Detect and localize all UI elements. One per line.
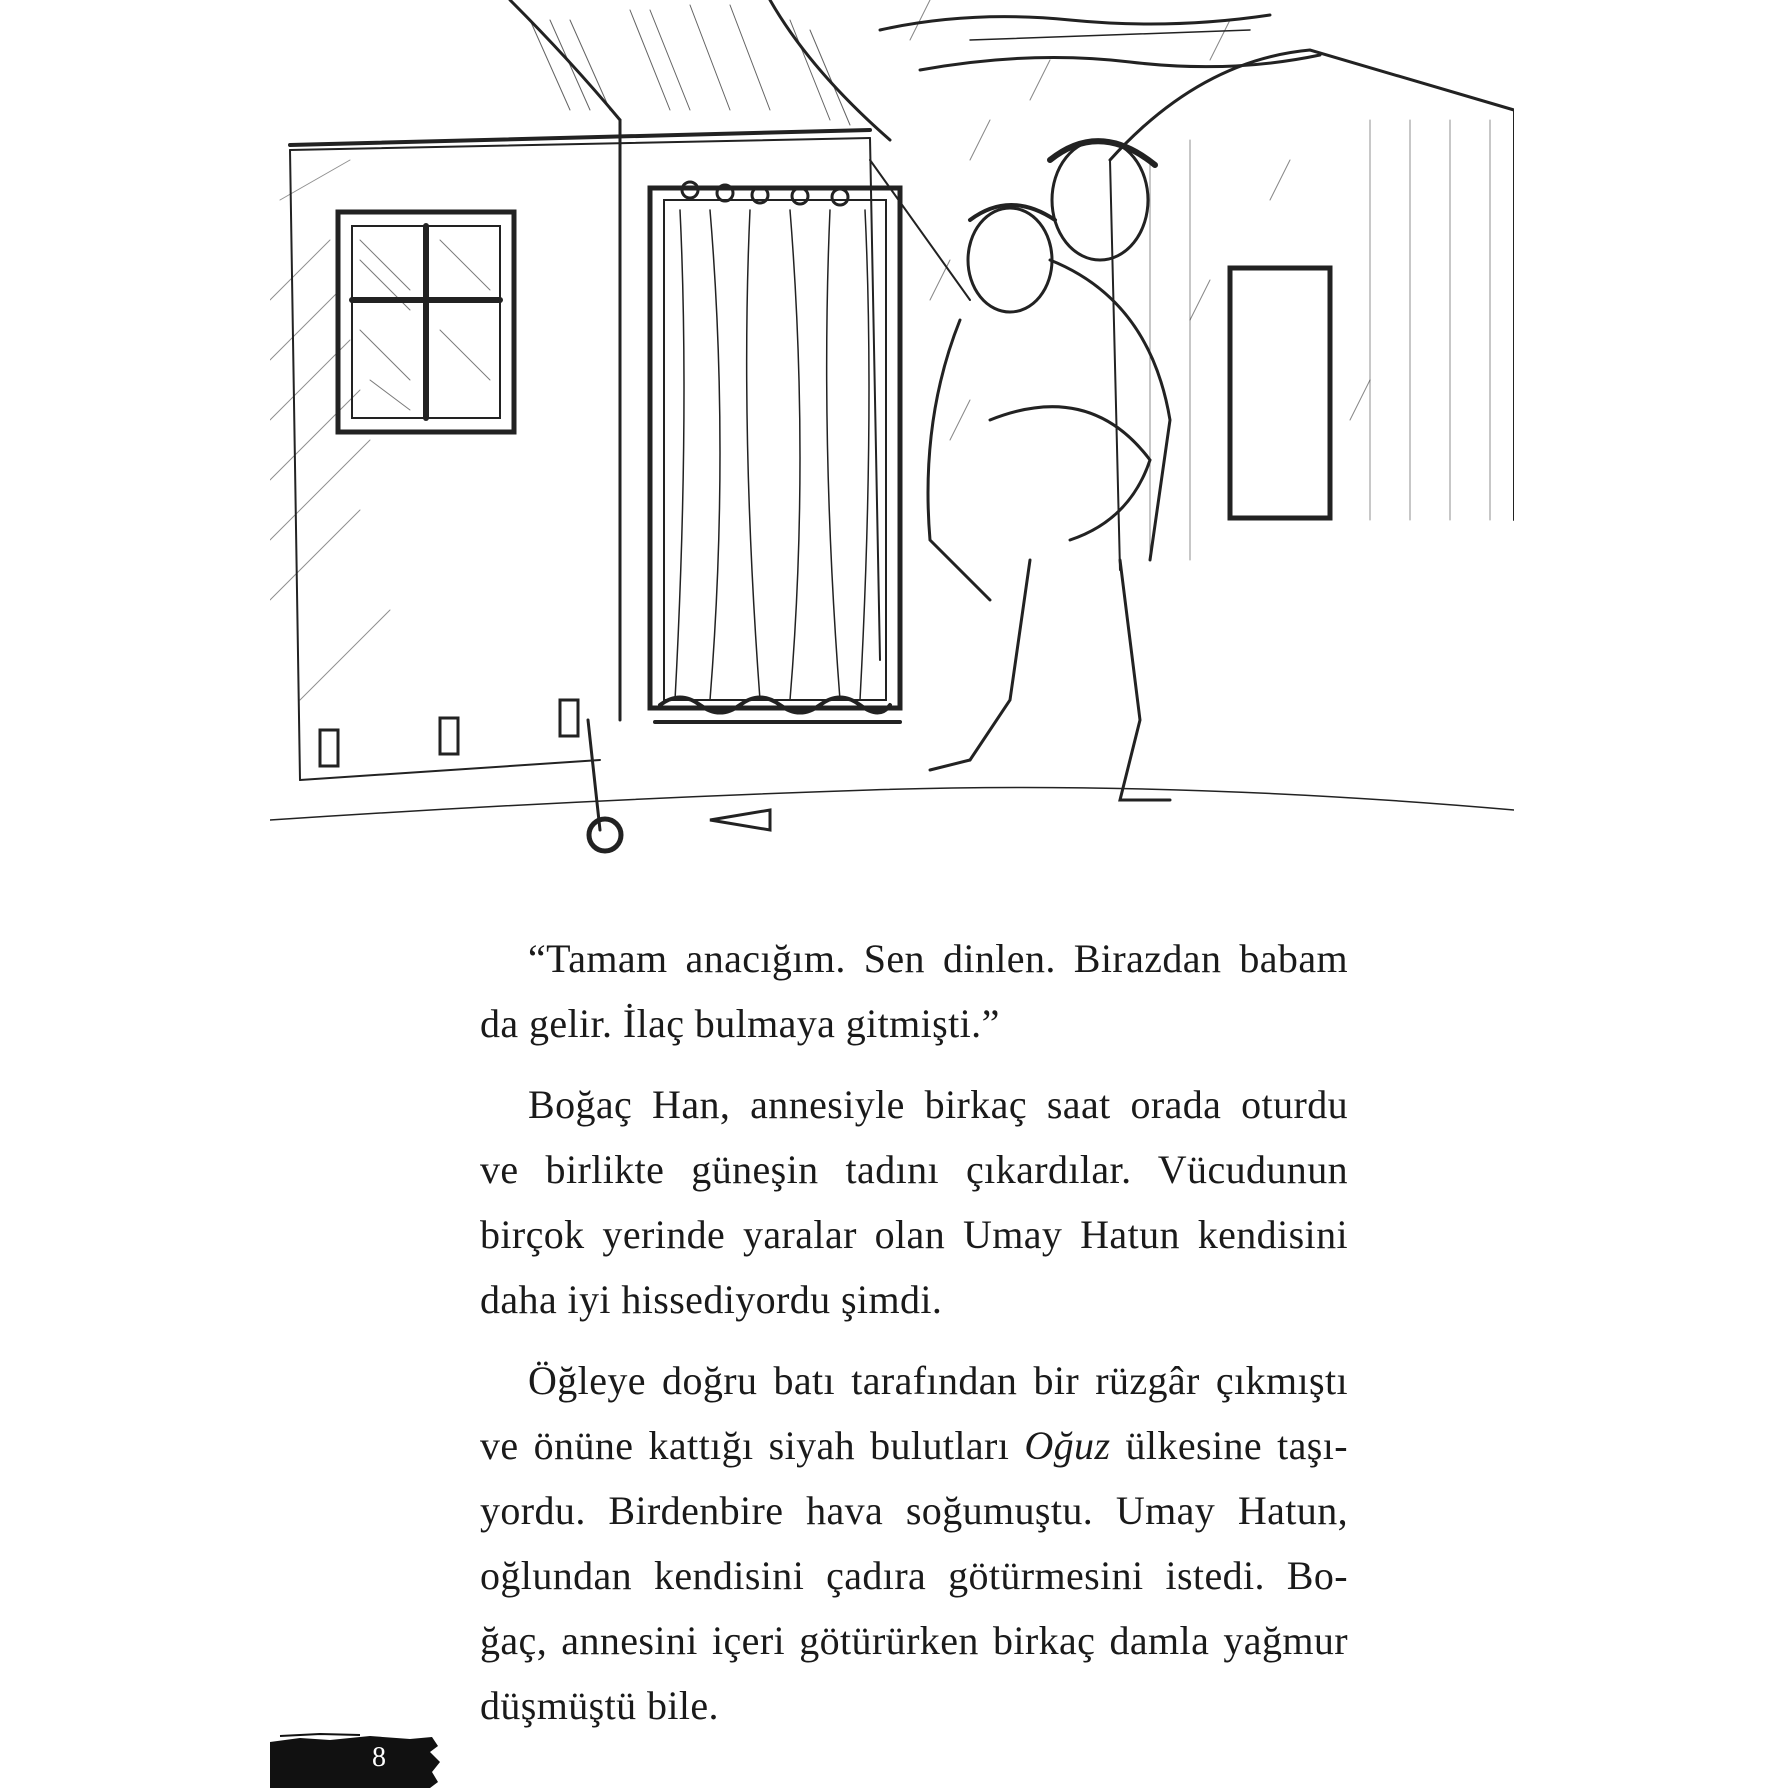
text-line: yordu. Birdenbire hava soğumuştu. Umay Hatun, (480, 1488, 1348, 1533)
page-number: 8 (372, 1742, 386, 1773)
body-text (480, 926, 1348, 1754)
text-segment: ülkesine taşı- (1110, 1423, 1348, 1468)
text-line: ğaç, annesini içeri götürürken birkaç damla yağmur (480, 1618, 1348, 1663)
text-segment: ve önüne kattığı siyah bulutları (480, 1423, 1025, 1468)
page-number-brush (270, 1732, 440, 1788)
text-line: Öğleye doğru batı tarafından bir rüzgâr çıkmıştı (528, 1358, 1348, 1403)
text-line (480, 1413, 1348, 1478)
text-line: daha iyi hissediyordu şimdi. (480, 1277, 943, 1322)
text-line: “Tamam anacığım. Sen dinlen. Birazdan babam (528, 936, 1348, 981)
text-line: Boğaç Han, annesiyle birkaç saat orada oturdu (528, 1082, 1348, 1127)
text-line: da gelir. İlaç bulmaya gitmişti.” (480, 1001, 1000, 1046)
text-line: düşmüştü bile. (480, 1683, 719, 1728)
text-line: oğlundan kendisini çadıra götürmesini istedi. Bo- (480, 1553, 1348, 1598)
text-line: ve birlikte güneşin tadını çıkardılar. Vücudunun (480, 1147, 1348, 1192)
illustration (270, 0, 1514, 890)
brush-stroke-icon (270, 1732, 440, 1788)
text-line: birçok yerinde yaralar olan Umay Hatun kendisini (480, 1212, 1348, 1257)
paragraph-2 (480, 1072, 1348, 1332)
yurt-rain-scene-icon (270, 0, 1514, 890)
paragraph-1 (480, 926, 1348, 1056)
italic-word: Oğuz (1024, 1423, 1111, 1468)
paragraph-3 (480, 1348, 1348, 1738)
